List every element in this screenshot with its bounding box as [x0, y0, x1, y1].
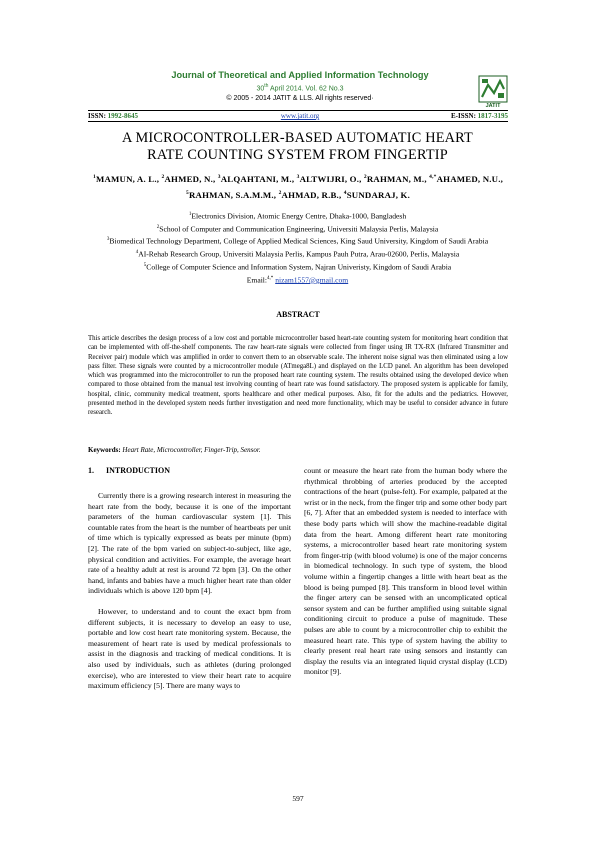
author: $^5$RAHMAN, S.A.M.M.,	[186, 189, 279, 200]
website-link[interactable]: www.jatit.org	[280, 112, 320, 120]
abstract-text: This article describes the design process of a low cost and portable microcontroller based heart-rate counting system for monitoring heart condition that can be implemented with off-the-shelf components. The raw heart-rate signals were collected from finger using IR TX-RX (Infrared Transmitter and Receiver pair) module which was amplified in order to convert them to an observable scale. The inherent noise signal was then eliminated using a low pass filter. These signals were counted by a microcontroller module (ATmega8L) and displayed on the LCD panel. An algorithm has been developed which was programmed into the microcontroller to run the proposed heart rate counting system. The results obtained using the developed device when compared to those obtained from the manual test involving counting of heart rate was found satisfactory. The proposed system is applicable for family, hospital, clinic, community medical treatment, sports healthcare and other medical purposes. Also, fit for the adults and the pediatrics. However, presented method in the developed system needs further investigation and need more functionality, which may be useful to consider advance in future research.	[88, 335, 508, 417]
issue-line	[120, 83, 480, 92]
affiliation-list	[95, 209, 500, 285]
logo-text: JATIT	[485, 103, 501, 109]
body-paragraph: Currently there is a growing research interest in measuring the heart rate from the body, because it is one of the important parameters of the human cardiovascular system [1]. This countable rates from the heart is the number of heartbeats per unit of time which is typically expressed as beats per minute (bpm)[2]. The rate of the bpm varied on subject-to-subject, like age, physical condition and activities. For example, the average heart rate of a healthy adult at rest is around 72 bpm [3]. On the other hand, infants and babies have a much higher heart rate than older individuals which is above 120 bpm [4].	[88, 491, 291, 596]
body-paragraph: However, to understand and to count the exact bpm from different subjects, it is necessary to develop an easy to use, portable and low cost heart rate monitoring system. Because, the measurement of heart rate is used by medical professionals to assist in the diagnosis and tracking of medical conditions. It is also used by individuals, such as athletes (during prolonged exercise), who are interested to view their heart rate to acquire maximum efficiency [5]. There are many ways to	[88, 606, 291, 691]
keywords-text: Heart Rate, Microcontroller, Finger-Trip, Sensor.	[120, 446, 261, 454]
author: $^3$ALTWIJRI, O.,	[296, 173, 364, 184]
affiliation: $^2$School of Computer and Communication Engineering, Universiti Malaysia Perlis, Malaysia	[156, 224, 439, 234]
header-rule-bottom	[88, 121, 508, 122]
header-rule-top	[88, 110, 508, 111]
author: $^4$SUNDARAJ, K.	[343, 189, 410, 200]
section-heading: 1. INTRODUCTION	[88, 466, 171, 475]
affiliation: $^3$Biomedical Technology Department, College of Applied Medical Sciences, King Saud University, Kingdom of Saudi Arabia	[106, 237, 489, 246]
title-line-2: RATE COUNTING SYSTEM FROM FINGERTIP	[147, 147, 448, 163]
author: $^{4,*}$AHAMED, N.U.,	[429, 173, 503, 184]
copyright-line: © 2005 - 2014 JATIT & LLS. All rights reserved·	[226, 95, 374, 102]
author-list	[88, 170, 508, 202]
issn	[88, 112, 138, 120]
issn-value: 1992-8645	[107, 112, 138, 120]
author: $^2$AHMAD, R.B.,	[278, 189, 344, 200]
email-link[interactable]: nizam1557@gmail.com	[275, 275, 349, 285]
journal-title: Journal of Theoretical and Applied Information Technology	[171, 70, 429, 80]
issue-day: 30	[256, 85, 265, 93]
issn-label: ISSN:	[88, 112, 108, 120]
keywords-label: Keywords:	[88, 446, 121, 454]
eissn-label: E-ISSN:	[451, 112, 478, 120]
author: $^3$ALQAHTANI, M.,	[217, 173, 297, 184]
eissn-value: 1817-3195	[477, 112, 508, 120]
author: $^1$MAMUN, A. L.,	[93, 173, 162, 184]
paper-title	[90, 130, 505, 164]
issue-day-suffix: th	[264, 83, 269, 89]
affiliation: $^1$Electronics Division, Atomic Energy Centre, Dhaka-1000, Bangladesh	[188, 211, 407, 221]
author: $^2$RAHMAN, M.,	[363, 173, 430, 184]
right-column	[304, 466, 507, 688]
keywords	[88, 446, 508, 454]
title-line-1: A MICROCONTROLLER-BASED AUTOMATIC HEART	[121, 130, 473, 146]
abstract-heading: ABSTRACT	[276, 310, 320, 319]
eissn	[400, 112, 508, 120]
affiliation: $^4$AI-Rehab Research Group, Universiti Malaysia Perlis, Kampus Pauh Putra, Arau-02600, Perlis, Malaysia	[135, 249, 460, 259]
author: $^2$AHMED, N.,	[161, 173, 218, 184]
left-column	[88, 491, 291, 702]
page-number: 597	[292, 794, 304, 803]
email-line: Email:$^{4,*}$ nizam1557@gmail.com	[246, 275, 349, 285]
body-paragraph: count or measure the heart rate from the human body where the rhythmical throbbing of arteries produced by the accepted contractions of the heart (pulse-felt). For example, palpated at the wrist or in the neck, from the finger trip and some other body part [6, 7]. After that an embedded system is needed to interface with these body parts which will show the machine-readable digital data from the heart. Among different heart rate monitoring systems, a microcontroller based heart rate monitoring system from finger-trip (with blood volume) is one of the major concerns in biomedical technology. In such type of system, the blood volume within a fingertip changes a little with heart beat as the blood is being pumped [8]. This transform in blood level within the finger artery can be sensed with an uncomplicated optical sensor system and can be further amplified using suitable signal conditioning circuit to produce a pulse of magnitude. These pulses are able to count by a microcontroller chip to exhibit the measured heart rate. This type of system having the ability to clearly present real heart rate using sensors and instantly can display the results via an integrated liquid crystal display (LCD) monitor [9].	[304, 466, 507, 677]
issue-rest: April 2014. Vol. 62 No.3	[268, 85, 344, 93]
affiliation: $^5$College of Computer Science and Information System, Najran Univeristy, Kingdom of Saudi Arabia	[143, 262, 452, 272]
